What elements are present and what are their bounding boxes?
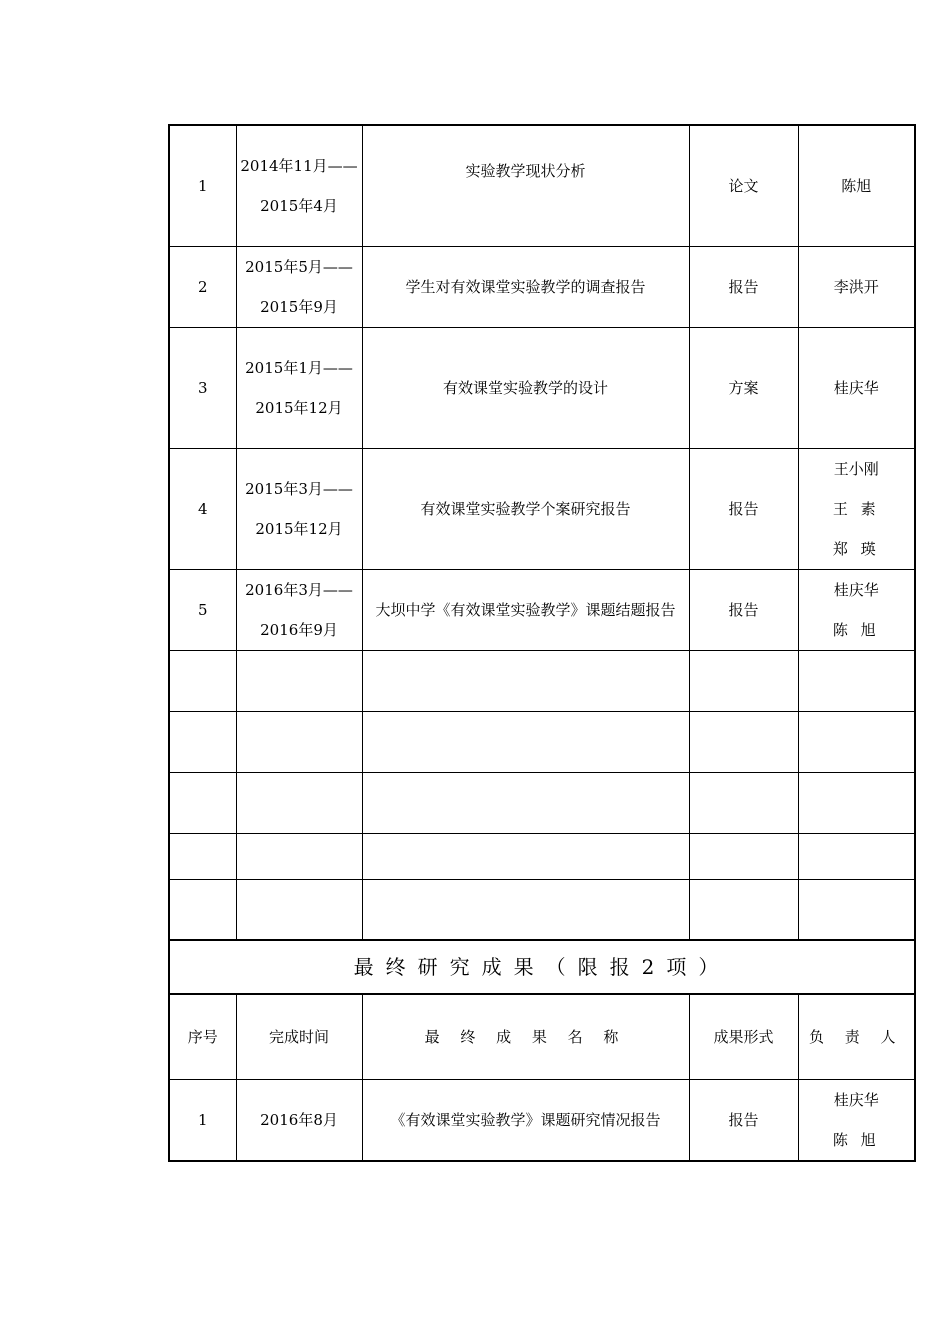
person-name: 郑 瑛 (832, 539, 880, 558)
empty-cell (236, 879, 362, 940)
empty-row (169, 650, 915, 711)
empty-cell (362, 711, 689, 772)
row-person (798, 327, 915, 448)
empty-cell (689, 772, 798, 833)
row-time: 2015年1月——2015年12月 (236, 327, 362, 448)
empty-row (169, 772, 915, 833)
row-number: 5 (169, 569, 236, 650)
row-number: 1 (169, 125, 236, 246)
empty-cell (169, 772, 236, 833)
row-person (798, 448, 915, 569)
table-row (169, 125, 915, 246)
final-results-title: 最终研究成果（限报2项） (169, 940, 915, 994)
row-person (798, 246, 915, 327)
row-form: 报告 (689, 1079, 798, 1161)
empty-row (169, 879, 915, 940)
row-name: 《有效课堂实验教学》课题研究情况报告 (362, 1079, 689, 1161)
header-name: 最 终 成 果 名 称 (362, 994, 689, 1079)
person-name: 王小刚 (833, 459, 879, 478)
row-name: 学生对有效课堂实验教学的调查报告 (362, 246, 689, 327)
empty-cell (169, 711, 236, 772)
row-person (798, 569, 915, 650)
table-row (169, 569, 915, 650)
empty-cell (236, 833, 362, 879)
row-name: 有效课堂实验教学的设计 (362, 327, 689, 448)
person-name: 陈 旭 (832, 1130, 880, 1149)
empty-cell (236, 711, 362, 772)
header-form: 成果形式 (689, 994, 798, 1079)
person-name: 桂庆华 (833, 378, 879, 397)
row-number: 2 (169, 246, 236, 327)
row-number: 1 (169, 1079, 236, 1161)
row-time: 2015年5月——2015年9月 (236, 246, 362, 327)
empty-cell (169, 833, 236, 879)
empty-cell (169, 650, 236, 711)
person-name: 陈旭 (841, 176, 872, 195)
header-number: 序号 (169, 994, 236, 1079)
table-row (169, 448, 915, 569)
section-title-row (169, 940, 915, 994)
row-name: 实验教学现状分析 (362, 125, 689, 246)
person-name: 桂庆华 (833, 580, 879, 599)
row-time: 2016年3月——2016年9月 (236, 569, 362, 650)
row-time: 2016年8月 (236, 1079, 362, 1161)
empty-cell (689, 833, 798, 879)
empty-cell (362, 879, 689, 940)
row-form: 报告 (689, 246, 798, 327)
table-row (169, 327, 915, 448)
row-time: 2015年3月——2015年12月 (236, 448, 362, 569)
row-form: 方案 (689, 327, 798, 448)
row-person (798, 125, 915, 246)
empty-cell (236, 772, 362, 833)
empty-cell (169, 879, 236, 940)
row-number: 4 (169, 448, 236, 569)
empty-cell (798, 711, 915, 772)
row-name: 大坝中学《有效课堂实验教学》课题结题报告 (362, 569, 689, 650)
empty-cell (798, 772, 915, 833)
empty-cell (689, 879, 798, 940)
empty-cell (798, 650, 915, 711)
empty-cell (362, 772, 689, 833)
empty-cell (798, 833, 915, 879)
person-name: 陈 旭 (832, 620, 880, 639)
row-person (798, 1079, 915, 1161)
header-person: 负 责 人 (798, 994, 915, 1079)
row-name: 有效课堂实验教学个案研究报告 (362, 448, 689, 569)
header-row (169, 994, 915, 1079)
person-name: 李洪开 (833, 277, 879, 296)
person-name: 桂庆华 (833, 1090, 879, 1109)
person-name: 王 素 (832, 499, 880, 518)
row-time: 2014年11月——2015年4月 (236, 125, 362, 246)
empty-cell (236, 650, 362, 711)
stage-results-table (168, 124, 916, 1162)
empty-cell (362, 650, 689, 711)
research-table (168, 124, 914, 1162)
header-time: 完成时间 (236, 994, 362, 1079)
row-number: 3 (169, 327, 236, 448)
row-form: 报告 (689, 448, 798, 569)
empty-cell (362, 833, 689, 879)
empty-cell (689, 711, 798, 772)
empty-row (169, 711, 915, 772)
table-row (169, 246, 915, 327)
empty-cell (689, 650, 798, 711)
row-form: 论文 (689, 125, 798, 246)
table-row (169, 1079, 915, 1161)
row-form: 报告 (689, 569, 798, 650)
empty-row (169, 833, 915, 879)
empty-cell (798, 879, 915, 940)
